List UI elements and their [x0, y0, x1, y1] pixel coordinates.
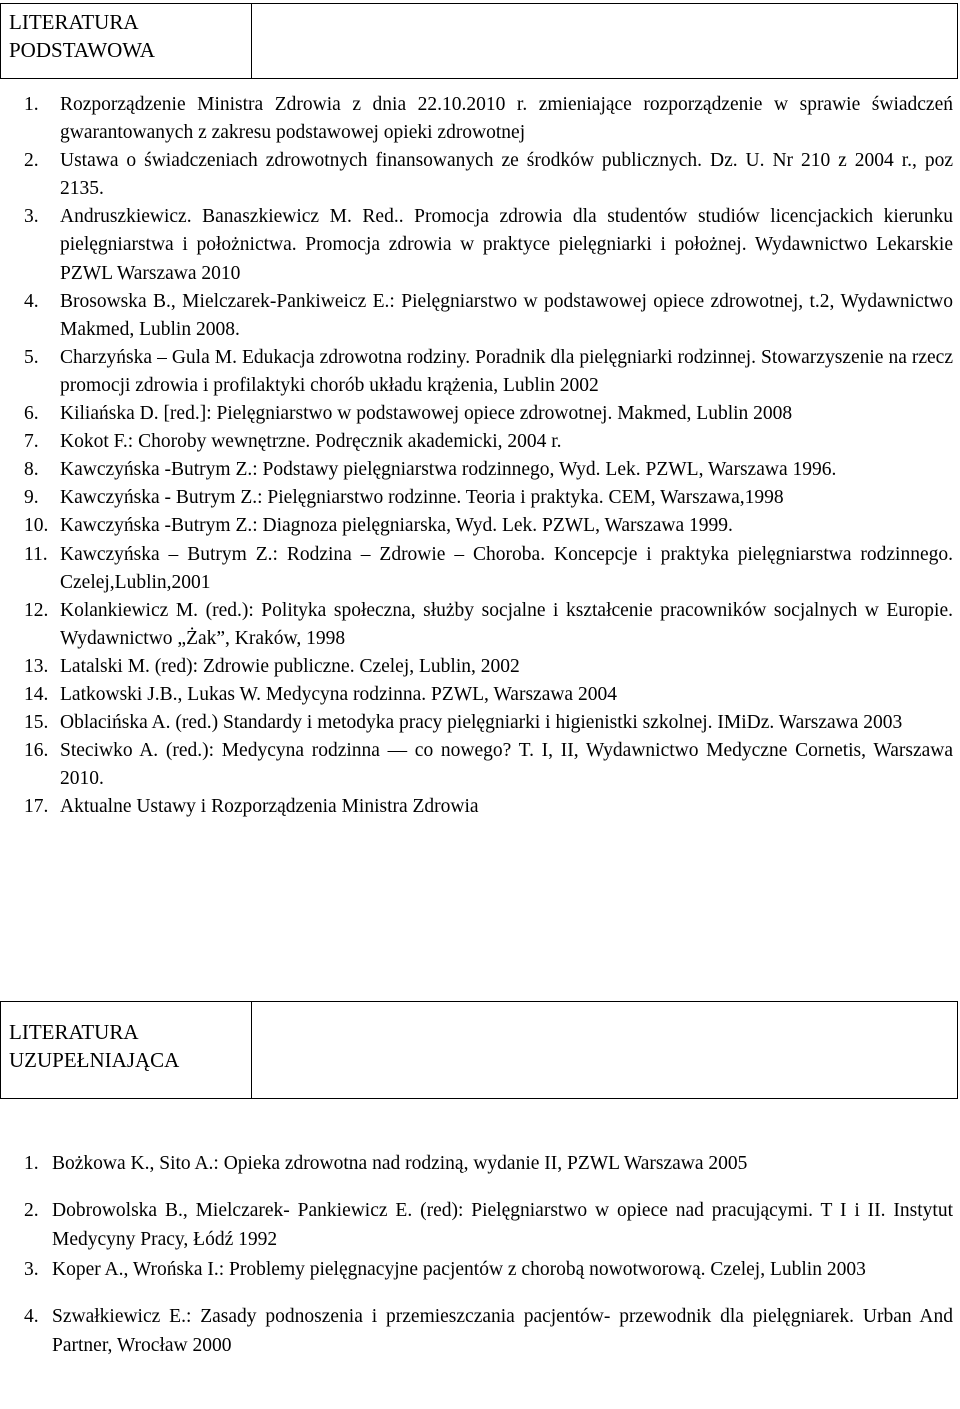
list-item: [24, 1196, 953, 1254]
item-number: 2.: [24, 150, 39, 172]
item-number: 15.: [24, 712, 49, 734]
item-text: Koper A., Wrońska I.: Problemy pielęgnacyjne pacjentów z chorobą nowotworową. Czelej, Lublin 2003: [52, 1259, 866, 1280]
item-number: 11.: [24, 543, 48, 565]
item-text: Kolankiewicz M. (red.): Polityka społeczna, służby socjalne i kształcenie pracowników socjalnych w Europie. Wydawnictwo „Żak”, Kraków, 1998: [60, 599, 953, 649]
item-text: Kawczyńska -Butrym Z.: Diagnoza pielęgniarska, Wyd. Lek. PZWL, Warszawa 1999.: [60, 515, 733, 537]
item-number: 14.: [24, 683, 49, 705]
list-item: [24, 400, 953, 428]
item-number: 9.: [24, 487, 39, 509]
item-text: Kokot F.: Choroby wewnętrzne. Podręcznik akademicki, 2004 r.: [60, 431, 562, 453]
list-item: [24, 344, 953, 400]
item-text: Szwałkiewicz E.: Zasady podnoszenia i przemieszczania pacjentów- przewodnik dla pielęgniarek. Urban And Partner, Wrocław 2000: [52, 1306, 953, 1356]
list-item: [24, 484, 953, 512]
item-text: Latalski M. (red): Zdrowie publiczne. Czelej, Lublin, 2002: [60, 655, 520, 677]
item-number: 7.: [24, 431, 39, 453]
item-number: 13.: [24, 655, 49, 677]
item-text: Dobrowolska B., Mielczarek- Pankiewicz E. (red): Pielęgniarstwo w opiece nad pracującymi. T I i II. Instytut Medycyny Pracy, Łódź 1992: [52, 1200, 953, 1250]
item-text: Steciwko A. (red.): Medycyna rodzinna — co nowego? T. I, II, Wydawnictwo Medyczne Cornetis, Warszawa 2010.: [60, 740, 953, 790]
list-item: [24, 456, 953, 484]
item-number: 2.: [24, 1200, 39, 1221]
item-number: 17.: [24, 796, 49, 818]
list-item: [24, 512, 953, 540]
section-title-line: LITERATURA: [9, 10, 139, 34]
list-item: [24, 1149, 953, 1178]
item-text: Bożkowa K., Sito A.: Opieka zdrowotna nad rodziną, wydanie II, PZWL Warszawa 2005: [52, 1153, 748, 1174]
item-text: Ustawa o świadczeniach zdrowotnych finansowanych ze środków publicznych. Dz. U. Nr 210 z 2004 r., poz 2135.: [60, 150, 953, 200]
item-number: 5.: [24, 346, 39, 368]
item-number: 6.: [24, 403, 39, 425]
item-text: Brosowska B., Mielczarek-Pankiweicz E.: Pielęgniarstwo w podstawowej opiece zdrowotnej, t.2, Wydawnictwo Makmed, Lublin 2008.: [60, 290, 953, 340]
list-item: [24, 597, 953, 653]
item-text: Andruszkiewicz. Banaszkiewicz M. Red.. Promocja zdrowia dla studentów studiów licencjackich kierunku pielęgniarstwa i położnictwa. Promocja zdrowia w praktyce pielęgniarki i położnej. Wydawnictwo Lekarskie PZWL Warszawa 2010: [60, 206, 953, 284]
section-title-cell: [1, 4, 252, 78]
basic-literature-list: [24, 91, 953, 821]
item-text: Latkowski J.B., Lukas W. Medycyna rodzinna. PZWL, Warszawa 2004: [60, 683, 617, 705]
item-text: Kiliańska D. [red.]: Pielęgniarstwo w podstawowej opiece zdrowotnej. Makmed, Lublin 2008: [60, 403, 793, 425]
list-item: [24, 653, 953, 681]
item-text: Charzyńska – Gula M. Edukacja zdrowotna rodziny. Poradnik dla pielęgniarki rodzinnej. Stowarzyszenie na rzecz promocji zdrowia i profilaktyki chorób układu krążenia, Lublin 2002: [60, 346, 953, 396]
list-item: [24, 681, 953, 709]
list-item: [24, 737, 953, 793]
list-item: [24, 147, 953, 203]
item-text: Oblacińska A. (red.) Standardy i metodyka pracy pielęgniarki i higienistki szkolnej. IMiDz. Warszawa 2003: [60, 712, 903, 734]
section-header-table: [0, 3, 958, 79]
item-text: Rozporządzenie Ministra Zdrowia z dnia 22.10.2010 r. zmieniające rozporządzenie w sprawie świadczeń gwarantowanych z zakresu podstawowej opieki zdrowotnej: [60, 94, 953, 144]
item-number: 10.: [24, 515, 49, 537]
item-number: 3.: [24, 1259, 39, 1280]
item-text: Kawczyńska – Butrym Z.: Rodzina – Zdrowie – Choroba. Koncepcje i praktyka pielęgniarstwa rodzinnego. Czelej,Lublin,2001: [60, 543, 953, 593]
section-title: [1, 1002, 251, 1074]
section-header-table: [0, 1001, 958, 1099]
item-number: 1.: [24, 94, 39, 115]
supplementary-literature-list: [24, 1149, 953, 1360]
item-number: 8.: [24, 459, 39, 481]
list-item: [24, 428, 953, 456]
section-title-line: PODSTAWOWA: [9, 38, 155, 62]
list-item: [24, 91, 953, 147]
section-title-line: UZUPEŁNIAJĄCA: [9, 1048, 180, 1072]
item-number: 12.: [24, 599, 49, 621]
list-item: [24, 288, 953, 344]
list-item: [24, 1255, 953, 1284]
item-text: Kawczyńska -Butrym Z.: Podstawy pielęgniarstwa rodzinnego, Wyd. Lek. PZWL, Warszawa 1996.: [60, 459, 837, 481]
list-item: [24, 1302, 953, 1360]
item-number: 1.: [24, 1153, 39, 1174]
list-item: [24, 203, 953, 287]
item-number: 4.: [24, 1306, 39, 1327]
item-number: 16.: [24, 740, 49, 762]
section-title-line: LITERATURA: [9, 1020, 139, 1044]
section-title-cell: [1, 1002, 252, 1098]
list-item: [24, 793, 953, 821]
list-item: [24, 709, 953, 737]
item-text: Kawczyńska - Butrym Z.: Pielęgniarstwo rodzinne. Teoria i praktyka. CEM, Warszawa,1998: [60, 487, 784, 509]
section-title: [1, 4, 251, 64]
item-text: Aktualne Ustawy i Rozporządzenia Ministra Zdrowia: [60, 796, 479, 818]
item-number: 3.: [24, 206, 39, 228]
list-item: [24, 541, 953, 597]
item-number: 4.: [24, 290, 39, 312]
